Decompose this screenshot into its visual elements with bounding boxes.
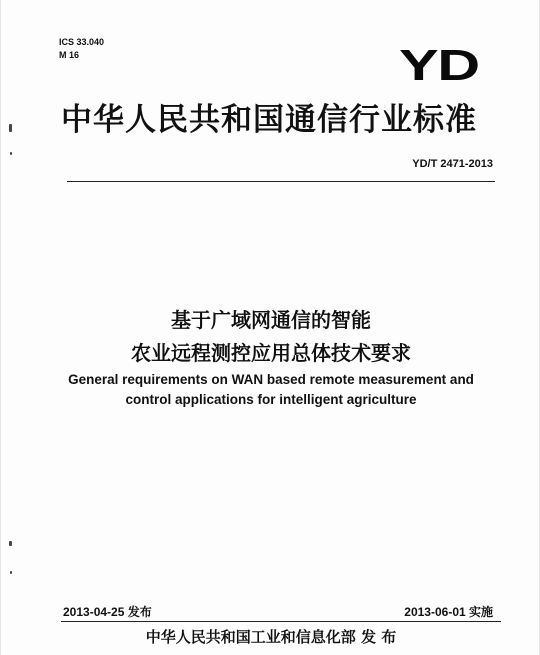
header-divider: [67, 181, 495, 182]
title-cn-line-1: 基于广域网通信的智能: [171, 308, 371, 332]
title-en-line-2: control applications for intelligent agriculture: [125, 392, 417, 407]
scan-mark: [9, 541, 12, 546]
issuer: 中华人民共和国工业和信息化部 发 布: [145, 628, 397, 646]
title-cn-line-2: 农业远程测控应用总体技术要求: [131, 341, 411, 365]
scan-mark: [10, 571, 12, 574]
document-title-en: [1, 370, 540, 410]
standard-number: YD/T 2471-2013: [412, 158, 493, 170]
class-code: M 16: [59, 50, 80, 60]
title-en-line-1: General requirements on WAN based remote measurement and: [68, 372, 474, 387]
scan-mark: [10, 152, 12, 155]
classification-block: [59, 36, 104, 62]
footer-divider: [61, 621, 501, 622]
yd-logo: YD: [399, 41, 479, 90]
document-title-cn: [1, 304, 540, 370]
scan-mark: [9, 124, 12, 132]
issue-date: 2013-04-25 发布: [63, 605, 152, 619]
implement-date: 2013-06-01 实施: [404, 605, 493, 619]
ics-code: ICS 33.040: [59, 37, 105, 47]
standard-title: 中华人民共和国通信行业标准: [61, 102, 477, 138]
